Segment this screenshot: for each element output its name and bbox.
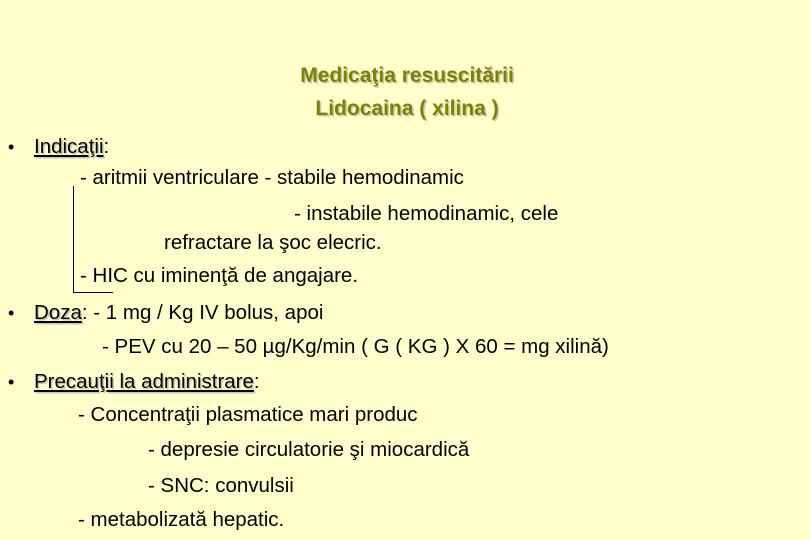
- indicatii-line-2: - instabile hemodinamic, cele: [294, 202, 559, 225]
- bullet-doza: [34, 301, 323, 325]
- precautii-suffix: :: [253, 370, 260, 393]
- doza-suffix: : - 1 mg / Kg IV bolus, apoi: [81, 301, 324, 324]
- precautii-line-2: - depresie circulatorie şi miocardică: [148, 438, 470, 461]
- slide-subtitle: Lidocaina ( xilina ): [315, 97, 499, 120]
- precautii-line-1: - Concentraţii plasmatice mari produc: [78, 403, 418, 426]
- frame-bottom-line: [73, 292, 113, 293]
- bullet-marker: •: [8, 137, 15, 157]
- indicatii-suffix: :: [103, 135, 110, 158]
- precautii-line-3: - SNC: convulsii: [148, 474, 294, 497]
- bullet-marker: •: [8, 303, 15, 323]
- indicatii-line-3: refractare la şoc elecric.: [164, 231, 382, 254]
- doza-line-1: - PEV cu 20 – 50 µg/Kg/min ( G ( KG ) X 60 = mg xilină): [102, 335, 609, 358]
- precautii-label: Precauţii la administrare: [34, 370, 254, 393]
- bullet-marker: •: [8, 372, 15, 392]
- slide-title: Medicaţia resuscitării: [300, 64, 514, 87]
- bullet-precautii: [34, 370, 260, 394]
- doza-label: Doza: [34, 301, 82, 324]
- bullet-indicatii: [34, 135, 109, 159]
- precautii-line-4: - metabolizată hepatic.: [78, 508, 285, 531]
- indicatii-label: Indicaţii: [34, 135, 104, 158]
- indicatii-line-1: - aritmii ventriculare - stabile hemodinamic: [80, 166, 464, 189]
- indicatii-line-4: - HIC cu iminenţă de angajare.: [80, 264, 359, 287]
- frame-left-line: [73, 186, 74, 292]
